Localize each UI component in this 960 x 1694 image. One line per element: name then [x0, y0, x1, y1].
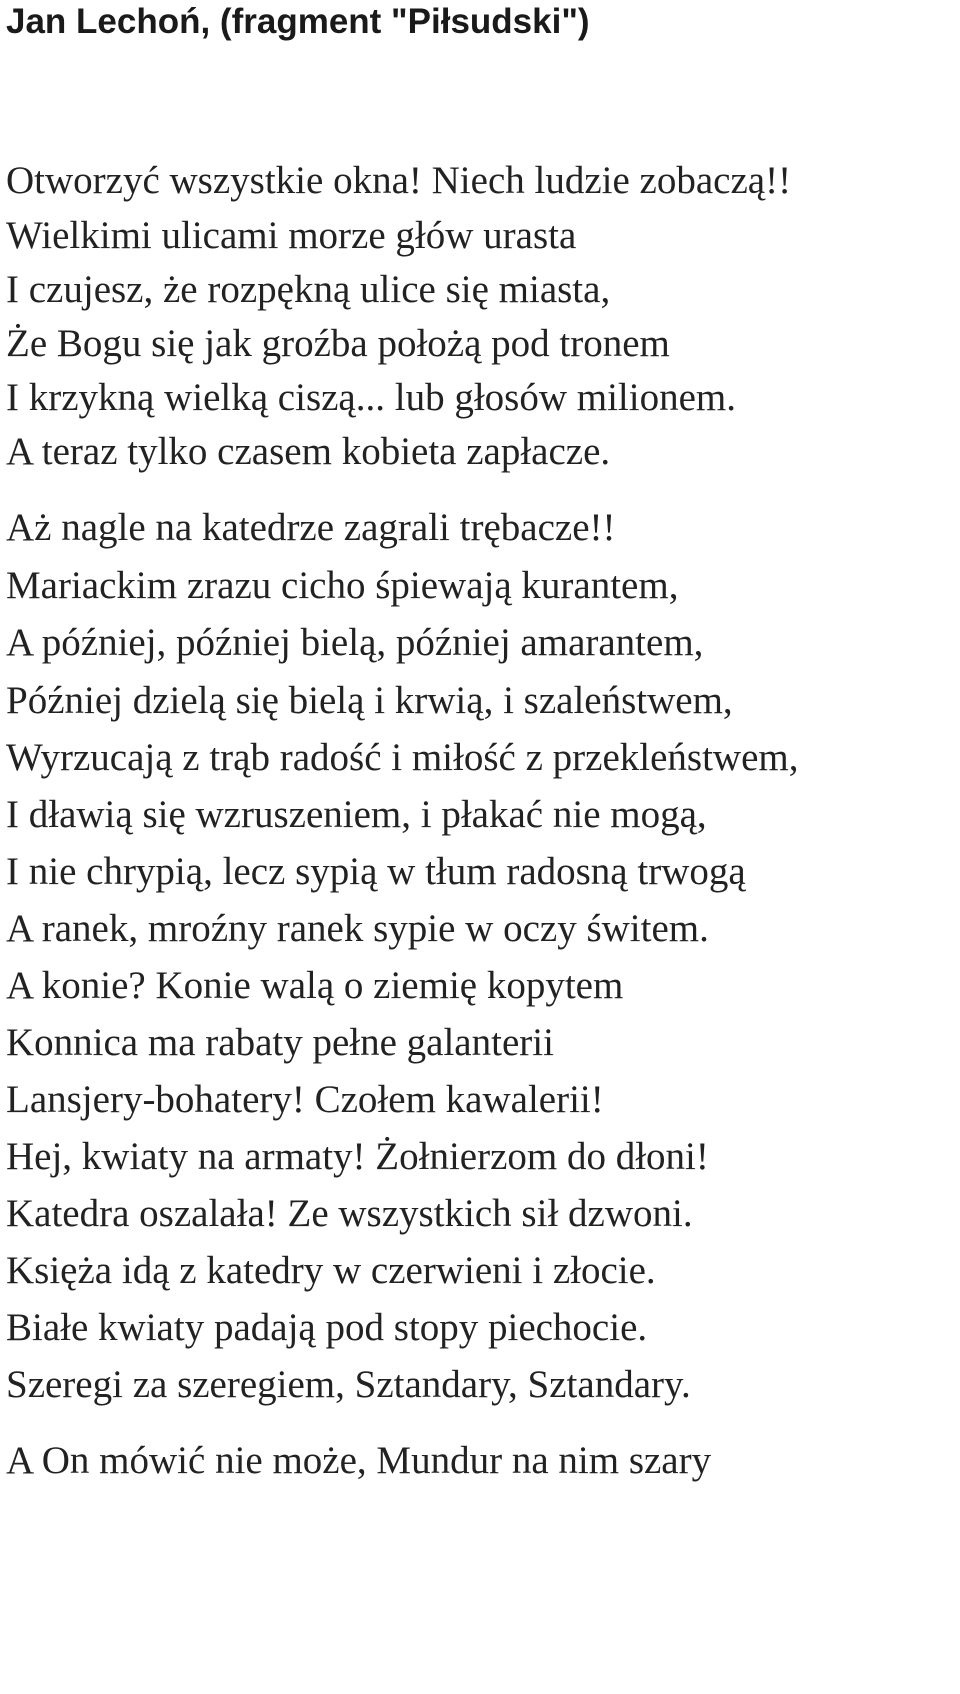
- poem-line: I czujesz, że rozpękną ulice się miasta,: [6, 268, 611, 311]
- poem-line: I nie chrypią, lecz sypią w tłum radosną trwogą: [6, 850, 746, 893]
- poem-line: Otworzyć wszystkie okna! Niech ludzie zobaczą!!: [6, 159, 792, 202]
- poem-line: Księża idą z katedry w czerwieni i złocie.: [6, 1249, 656, 1292]
- poem-line: A konie? Konie walą o ziemię kopytem: [6, 964, 624, 1007]
- poem-line: Szeregi za szeregiem, Sztandary, Sztandary.: [6, 1363, 691, 1406]
- poem-line: Że Bogu się jak groźba położą pod tronem: [6, 322, 670, 365]
- poem-line: Wyrzucają z trąb radość i miłość z przekleństwem,: [6, 736, 799, 779]
- poem-line: A teraz tylko czasem kobieta zapłacze.: [6, 430, 611, 473]
- poem-line: Później dzielą się bielą i krwią, i szaleństwem,: [6, 679, 733, 722]
- poem-line: Konnica ma rabaty pełne galanterii: [6, 1021, 554, 1064]
- poem-line: Wielkimi ulicami morze głów urasta: [6, 214, 577, 257]
- poem-line: I krzykną wielką ciszą... lub głosów milionem.: [6, 376, 736, 419]
- poem-line: A ranek, mroźny ranek sypie w oczy świtem.: [6, 907, 709, 950]
- poem-title: Jan Lechoń, (fragment "Piłsudski"): [6, 2, 590, 41]
- poem-line: Katedra oszalała! Ze wszystkich sił dzwoni.: [6, 1192, 693, 1235]
- poem-line: A On mówić nie może, Mundur na nim szary: [6, 1439, 712, 1482]
- poem-line: A później, później bielą, później amarantem,: [6, 621, 704, 664]
- poem-line: I dławią się wzruszeniem, i płakać nie mogą,: [6, 793, 707, 836]
- poem-line: Białe kwiaty padają pod stopy piechocie.: [6, 1306, 648, 1349]
- poem-line: Aż nagle na katedrze zagrali trębacze!!: [6, 506, 616, 549]
- poem-line: Lansjery-bohatery! Czołem kawalerii!: [6, 1078, 604, 1121]
- poem-line: Hej, kwiaty na armaty! Żołnierzom do dłoni!: [6, 1135, 709, 1178]
- poem-line: Mariackim zrazu cicho śpiewają kurantem,: [6, 564, 679, 607]
